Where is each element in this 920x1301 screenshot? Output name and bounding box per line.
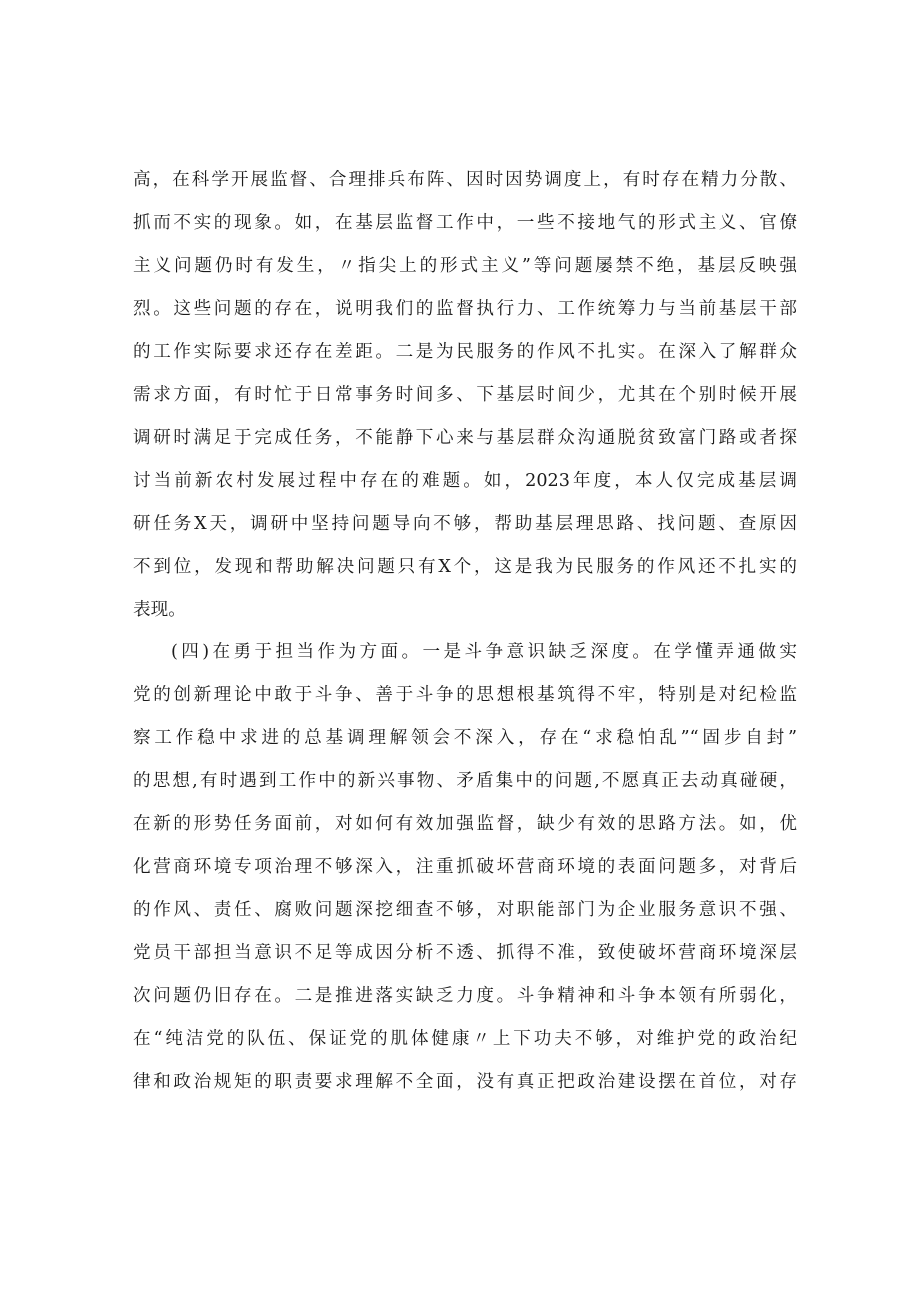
text-line: 高，在科学开展监督、合理排兵布阵、因时因势调度上，有时存在精力分散、: [133, 170, 797, 190]
text-line: 抓而不实的现象。如，在基层监督工作中，一些不接地气的形式主义、官僚: [133, 213, 797, 233]
text-line: 讨当前新农村发展过程中存在的难题。如，2023年度，本人仅完成基层调: [133, 471, 797, 491]
text-line: 的作风、责任、腐败问题深挖细查不够，对职能部门为企业服务意识不强、: [133, 900, 797, 920]
text-line: 表现。: [133, 600, 186, 620]
text-line: 需求方面，有时忙于日常事务时间多、下基层时间少，尤其在个别时候开展: [133, 385, 797, 405]
text-line: 化营商环境专项治理不够深入，注重抓破坏营商环境的表面问题多，对背后: [133, 857, 797, 877]
text-line: 烈。这些问题的存在，说明我们的监督执行力、工作统筹力与当前基层干部: [133, 299, 797, 319]
text-line: 次问题仍旧存在。二是推进落实缺乏力度。斗争精神和斗争本领有所弱化，: [133, 986, 797, 1006]
text-line: 察工作稳中求进的总基调理解领会不深入，存在“求稳怕乱”“固步自封”: [133, 728, 797, 748]
text-line: 律和政治规矩的职责要求理解不全面，没有真正把政治建设摆在首位，对存: [133, 1072, 797, 1092]
text-line: 不到位，发现和帮助解决问题只有X个，这是我为民服务的作风还不扎实的: [133, 557, 797, 577]
text-line: 主义问题仍时有发生，〃指尖上的形式主义”等问题屡禁不绝，基层反映强: [133, 256, 797, 276]
text-line: 研任务X天，调研中坚持问题导向不够，帮助基层理思路、找问题、查原因: [133, 514, 797, 534]
text-line: 在新的形势任务面前，对如何有效加强监督，缺少有效的思路方法。如，优: [133, 814, 797, 834]
text-line: 党的创新理论中敢于斗争、善于斗争的思想根基筑得不牢，特别是对纪检监: [133, 685, 797, 705]
section-heading-line: (四)在勇于担当作为方面。一是斗争意识缺乏深度。在学懂弄通做实: [171, 642, 797, 662]
text-line: 的工作实际要求还存在差距。二是为民服务的作风不扎实。在深入了解群众: [133, 342, 797, 362]
text-line: 调研时满足于完成任务，不能静下心来与基层群众沟通脱贫致富门路或者探: [133, 428, 797, 448]
text-line: 的思想,有时遇到工作中的新兴事物、矛盾集中的问题,不愿真正去动真碰硬，: [133, 771, 797, 791]
text-line: 党员干部担当意识不足等成因分析不透、抓得不准，致使破坏营商环境深层: [133, 943, 797, 963]
text-line: 在“纯洁党的队伍、保证党的肌体健康〃上下功夫不够，对维护党的政治纪: [133, 1029, 797, 1049]
